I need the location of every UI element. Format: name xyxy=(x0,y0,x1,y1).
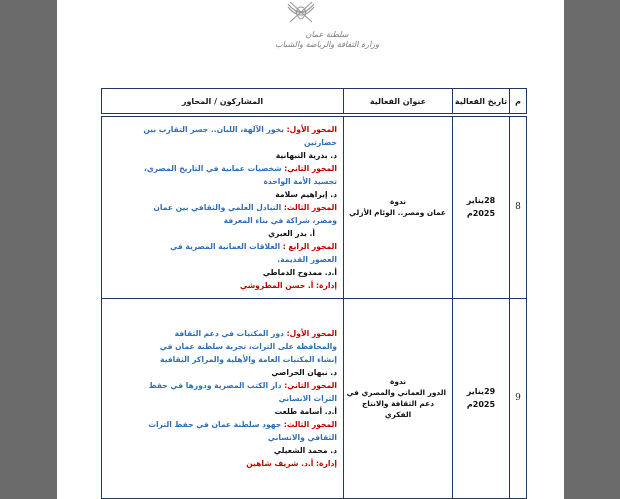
axis-topic-continued: العصور القديمة. xyxy=(277,254,337,264)
axis-topic-continued: إنشاء المكتبات العامة والأهلية والمراكز الثقافية xyxy=(159,354,337,364)
axis-topic-continued: ومصر، شراكة في بناء المعرفة xyxy=(223,215,337,225)
event-date: 29يناير 2025م xyxy=(453,298,510,498)
axis-label: المحور الثالث: xyxy=(283,419,337,429)
event-title-line: دعم الثقافة والانتاج xyxy=(361,399,435,408)
axis-topic-continued: والمحافظة على التراث، تجربة سلطنة عمان في xyxy=(159,341,337,351)
speaker-name: د. محمد الشعيلي xyxy=(273,445,337,455)
speaker-name: د. إبراهيم سلامة xyxy=(275,189,337,199)
axis-label: المحور الثاني: xyxy=(284,380,337,390)
moderator: إدارة: أ. حسن المطروشي xyxy=(240,280,337,290)
event-date: 28يناير 2025م xyxy=(453,115,510,298)
event-title-line: ندوة xyxy=(389,377,406,386)
axis-topic: العلاقات العمانية المصرية في xyxy=(170,241,283,251)
speaker-name: أ.د. أسامة طلعت xyxy=(274,406,337,416)
axis-line xyxy=(106,327,337,340)
event-title-line: عمان ومصر.. الوئام الأزلي xyxy=(349,208,446,218)
axis-topic: جهود سلطنة عمان في حفظ التراث xyxy=(148,419,284,429)
table-header-row xyxy=(102,89,527,116)
axis-topic-continued: التراث الانساني xyxy=(278,393,337,403)
axis-line xyxy=(106,418,337,431)
axis-label: المحور الثاني: xyxy=(284,163,337,173)
col-header-participants: المشاركون / المحاور xyxy=(102,89,344,116)
axis-label: المحور الأول: xyxy=(286,124,337,134)
event-title xyxy=(344,115,453,298)
row-number: 8 xyxy=(510,115,527,298)
axis-topic: شخصيات عمانية في التاريخ المصري، xyxy=(143,163,285,173)
col-header-title: عنوان الفعالية xyxy=(344,89,453,116)
axis-topic-continued: الثقافي والانساني xyxy=(267,432,337,442)
axis-topic: دور المكتبات في دعم الثقافة xyxy=(174,328,287,338)
axis-topic: دار الكتب المصرية ودورها في حفظ xyxy=(148,380,285,390)
table-row xyxy=(102,298,527,498)
events-table xyxy=(101,88,527,499)
axis-label: المحور الرابع : xyxy=(282,241,337,251)
participants-cell xyxy=(102,298,344,498)
axis-topic-continued: تجسيد الأمة الواحدة xyxy=(263,176,337,186)
ministry-line-2: وزارة الثقافة والرياضة والشباب xyxy=(274,40,380,49)
col-header-number: م xyxy=(510,89,527,116)
axis-line xyxy=(106,240,337,253)
speaker-name: أ.د. ممدوح الدماطي xyxy=(262,267,337,277)
speaker-name: د. بدرية النبهانية xyxy=(275,150,337,160)
moderator: إدارة: أ.د. شريف شاهين xyxy=(246,458,337,468)
axis-topic: التبادل العلمي والثقافي بين عمان xyxy=(153,202,284,212)
axis-line xyxy=(106,379,337,392)
ministry-header xyxy=(227,30,427,52)
row-number: 9 xyxy=(510,298,527,498)
speaker-name: أ. بدر العبري xyxy=(268,228,315,238)
event-title xyxy=(344,298,453,498)
speaker-name: د. نبهان الحراصي xyxy=(271,367,337,377)
axis-line xyxy=(106,162,337,175)
axis-label: المحور الثالث: xyxy=(283,202,337,212)
event-title-line: الدور العماني والمصري في xyxy=(346,388,446,397)
document-page xyxy=(57,0,564,499)
khanjar-emblem-icon xyxy=(278,0,324,28)
table-row xyxy=(102,115,527,298)
axis-topic-continued: حضارتين xyxy=(304,137,337,147)
axis-topic: بخور الآلهة، اللبان.. جسر التقارب بين xyxy=(143,124,287,134)
axis-label: المحور الأول: xyxy=(286,328,337,338)
ministry-line-1: سلطنة عمان xyxy=(305,30,349,39)
axis-line xyxy=(106,201,337,214)
event-title-line: الفكري xyxy=(384,410,412,419)
axis-line xyxy=(106,123,337,136)
col-header-date: تاريخ الفعالية xyxy=(453,89,510,116)
participants-cell xyxy=(102,115,344,298)
event-title-line: ندوة xyxy=(389,197,406,207)
